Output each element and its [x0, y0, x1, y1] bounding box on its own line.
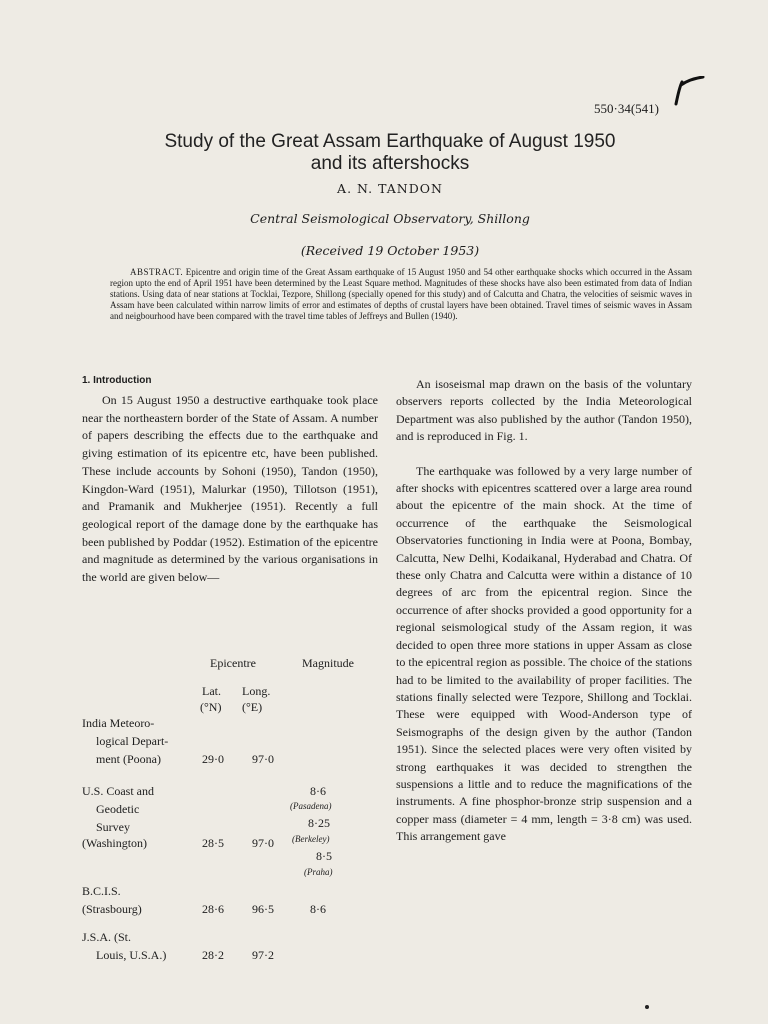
th-long: Long.	[242, 684, 271, 698]
cell-mag-source: (Praha)	[304, 867, 333, 877]
cell-long: 97·0	[252, 836, 274, 850]
row-label: logical Depart-	[96, 734, 169, 748]
right-column	[396, 376, 692, 863]
handwritten-mark-icon	[672, 76, 706, 106]
cell-mag-source: (Berkeley)	[292, 834, 330, 844]
cell-lat: 28·5	[202, 836, 224, 850]
cell-lat: 28·2	[202, 948, 224, 962]
cell-mag-source: (Pasadena)	[290, 801, 332, 811]
cell-mag: 8·6	[310, 902, 326, 916]
th-epicentre: Epicentre	[210, 656, 256, 670]
row-label: J.S.A. (St.	[82, 930, 132, 944]
left-column	[82, 392, 378, 587]
cell-mag: 8·5	[316, 849, 332, 863]
paper-title: Study of the Great Assam Earthquake of August 1950	[164, 131, 616, 152]
row-label: B.C.I.S.	[82, 884, 121, 898]
section-heading: 1. Introduction	[82, 375, 152, 386]
row-label: Louis, U.S.A.)	[96, 948, 167, 962]
author: A. N. TANDON	[337, 181, 443, 196]
cell-lat: 28·6	[202, 902, 224, 916]
row-label: (Washington)	[82, 836, 148, 850]
th-lat: Lat.	[202, 684, 221, 698]
th-long-unit: (°E)	[242, 700, 263, 714]
th-lat-unit: (°N)	[200, 700, 222, 714]
affiliation: Central Seismological Observatory, Shillong	[250, 211, 530, 226]
paper-title-line2: and its aftershocks	[310, 153, 470, 174]
cell-mag: 8·6	[310, 784, 326, 798]
row-label: ment (Poona)	[96, 752, 161, 766]
abstract-text: Epicentre and origin time of the Great Assam earthquake of 15 August 1950 and 54 other earthquake shocks which occurred in the Assam region upto the end of April 1951 have been determined by the Least Square method. Magnitudes of these shocks have also been estimated from data of Indian stations. Using data of near stations at Tocklai, Tezpore, Shillong (specially opened for this study) and of Calcutta and Chatra, the velocities of seismic waves in Assam have been calculated within narrow limits of error and estimates of depths of crustal layers have been obtained. Travel times of seismic waves in Assam and neigbourhood have been compared with the travel time tables of Jeffreys and Bullen (1940).	[110, 267, 692, 321]
row-label: (Strasbourg)	[82, 902, 142, 916]
abstract	[110, 267, 692, 322]
received-date: (Received 19 October 1953)	[300, 243, 480, 258]
row-label: India Meteoro-	[82, 716, 155, 730]
cell-long: 97·0	[252, 752, 274, 766]
row-label: U.S. Coast and	[82, 784, 154, 798]
abstract-lead: ABSTRACT.	[130, 267, 184, 277]
right-paragraph: The earthquake was followed by a very large number of after shocks with epicentres scattered over a large area round about the epicentre of the main shock. At the time of occurrence of the earthquake the Seismological Observatories functioning in India were at Poona, Bombay, Calcutta, New Delhi, Kodaikanal, Hyderabad and Chatra. Of these only Chatra and Calcutta were within a distance of 10 degrees of arc from the epicentral region. Since the occurrence of after shocks provided a good opportunity for a regional seismological study of the Assam region, it was decided to open three more stations in upper Assam as close to the epicentral region as possible. The choice of the stations had to be limited to the availability of proper facilities. The stations finally selected were Tezpore, Shillong and Tocklai. These were equipped with Wood-Anderson type of Seismographs of the design given by the author (Tandon 1951). Since the selected places were very often visited by strong earthquakes it was decided to strengthen the suspensions a little and to reduce the magnifications of the instruments. A fine phosphor-bronze strip suspension and a copper mass (diameter = 4 mm, length = 3·8 cm) was used. This arrangement gave	[396, 463, 692, 844]
cell-mag: 8·25	[308, 816, 330, 830]
row-label: Survey	[96, 820, 130, 834]
cell-lat: 29·0	[202, 752, 224, 766]
ref-number: 550·34(541)	[594, 101, 659, 116]
right-paragraph: An isoseismal map drawn on the basis of the voluntary observers reports collected by the India Meteorological Department was also published by the author (Tandon 1950), and is reproduced in Fig. 1.	[396, 377, 692, 444]
row-label: Geodetic	[96, 802, 140, 816]
th-magnitude: Magnitude	[302, 656, 354, 670]
cell-long: 97·2	[252, 948, 274, 962]
cell-long: 96·5	[252, 902, 274, 916]
intro-paragraph: On 15 August 1950 a destructive earthquake took place near the northeastern border of the State of Assam. A number of papers describing the effects due to the earthquake and giving estimation of its epicentre etc, have been published. These include accounts by Sohoni (1950), Tandon (1950), Kingdon-Ward (1951), Malurkar (1950), Tillotson (1951), and Pramanik and Mukherjee (1951). Recently a full geological report of the damage done by the earthquake has been published by Poddar (1952). Estimation of the epicentre and magnitude as determined by the various organisations in the world are given below—	[82, 393, 378, 585]
scan-dot	[645, 1005, 649, 1009]
